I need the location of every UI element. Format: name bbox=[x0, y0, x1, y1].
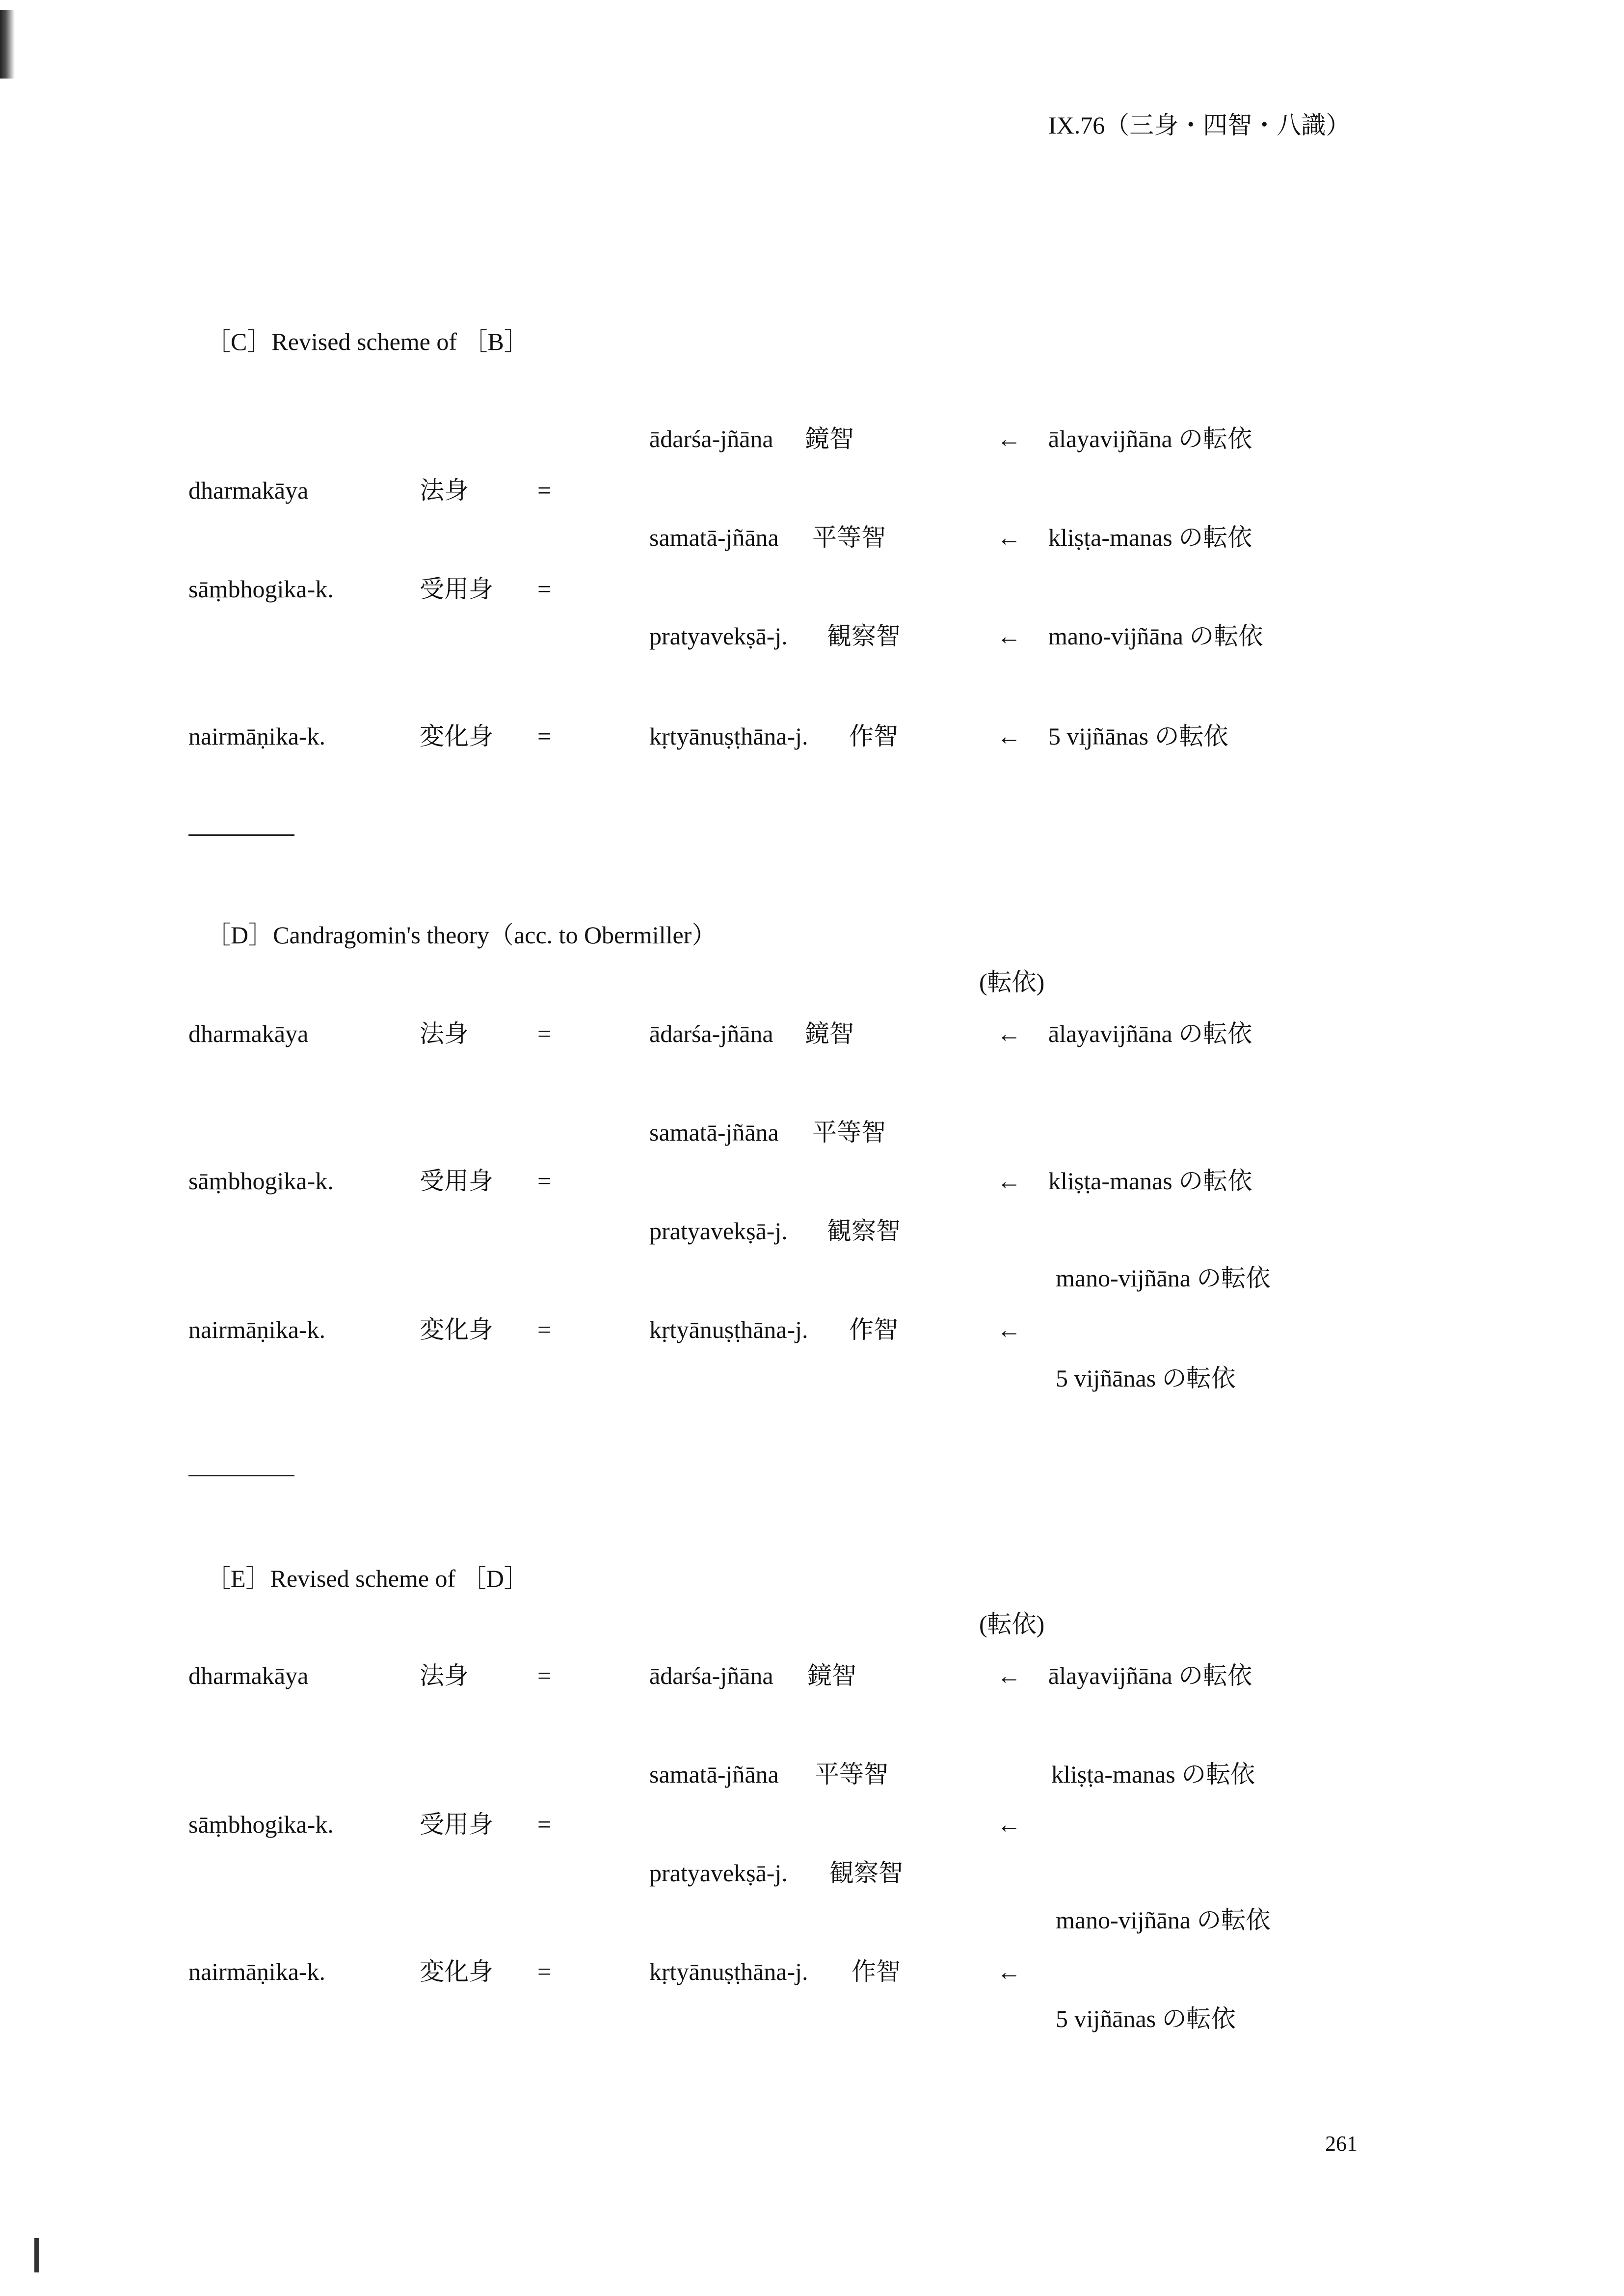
kaya-cn: 法身 bbox=[420, 477, 469, 504]
source: ālayavijñāna の転依 bbox=[1048, 1662, 1252, 1689]
jnana-cn: 平等智 bbox=[815, 1761, 888, 1788]
arrow: ← bbox=[997, 425, 1021, 453]
kaya: nairmāṇika-k. bbox=[188, 1316, 326, 1343]
jnana: pratyavekṣā-j. bbox=[649, 622, 788, 650]
kaya-cn: 変化身 bbox=[420, 1316, 493, 1343]
equals: = bbox=[537, 1020, 552, 1047]
equals: = bbox=[537, 1316, 552, 1343]
equals: = bbox=[537, 1662, 552, 1689]
kaya: dharmakāya bbox=[188, 1662, 309, 1689]
source: ālayavijñāna の転依 bbox=[1048, 425, 1252, 453]
equals: = bbox=[537, 1167, 552, 1195]
source: 5 vijñānas の転依 bbox=[1048, 722, 1228, 750]
running-header: IX.76（三身・四智・八識） bbox=[1048, 111, 1351, 139]
kaya: sāṃbhogika-k. bbox=[188, 575, 334, 603]
kaya-cn: 法身 bbox=[420, 1020, 469, 1047]
jnana: kṛtyānuṣṭhāna-j. bbox=[649, 1958, 808, 1985]
source: mano-vijñāna の転依 bbox=[1056, 1906, 1271, 1934]
source: kliṣṭa-manas の転依 bbox=[1048, 1167, 1252, 1195]
equals: = bbox=[537, 722, 552, 750]
source: kliṣṭa-manas の転依 bbox=[1051, 1761, 1255, 1788]
jnana: ādarśa-jñāna bbox=[649, 425, 773, 453]
source: 5 vijñānas の転依 bbox=[1056, 2005, 1236, 2032]
jnana-cn: 鏡智 bbox=[805, 425, 854, 453]
arrow: ← bbox=[997, 1316, 1021, 1343]
equals: = bbox=[537, 477, 552, 504]
divider bbox=[188, 1475, 294, 1476]
jnana-cn: 観察智 bbox=[827, 622, 901, 650]
equals: = bbox=[537, 1811, 552, 1838]
kaya-cn: 受用身 bbox=[420, 1167, 493, 1195]
paravrtti-label: (転依) bbox=[979, 1610, 1045, 1638]
equals: = bbox=[537, 575, 552, 603]
source: mano-vijñāna の転依 bbox=[1048, 622, 1263, 650]
jnana: kṛtyānuṣṭhāna-j. bbox=[649, 1316, 808, 1343]
jnana-cn: 作智 bbox=[852, 1958, 901, 1985]
jnana: pratyavekṣā-j. bbox=[649, 1217, 788, 1245]
kaya-cn: 受用身 bbox=[420, 575, 493, 603]
section-e-title: ［E］Revised scheme of ［D］ bbox=[206, 1565, 529, 1592]
arrow: ← bbox=[997, 1167, 1021, 1195]
kaya: sāṃbhogika-k. bbox=[188, 1811, 334, 1838]
source: mano-vijñāna の転依 bbox=[1056, 1264, 1271, 1292]
jnana: samatā-jñāna bbox=[649, 1761, 779, 1788]
paravrtti-label: (転依) bbox=[979, 968, 1045, 996]
kaya-cn: 変化身 bbox=[420, 722, 493, 750]
jnana: pratyavekṣā-j. bbox=[649, 1859, 788, 1887]
kaya: dharmakāya bbox=[188, 477, 309, 504]
section-c-title: ［C］Revised scheme of ［B］ bbox=[206, 328, 529, 355]
kaya: sāṃbhogika-k. bbox=[188, 1167, 334, 1195]
equals: = bbox=[537, 1958, 552, 1985]
arrow: ← bbox=[997, 722, 1021, 750]
kaya-cn: 変化身 bbox=[420, 1958, 493, 1985]
arrow: ← bbox=[997, 1662, 1021, 1689]
jnana-cn: 作智 bbox=[849, 722, 898, 750]
scan-artifact bbox=[34, 2238, 39, 2272]
arrow: ← bbox=[997, 1811, 1021, 1838]
jnana: ādarśa-jñāna bbox=[649, 1020, 773, 1047]
scan-artifact bbox=[0, 10, 15, 79]
page-number: 261 bbox=[1325, 2132, 1358, 2156]
section-d-title: ［D］Candragomin's theory（acc. to Obermiller） bbox=[206, 921, 717, 949]
kaya: nairmāṇika-k. bbox=[188, 722, 326, 750]
arrow: ← bbox=[997, 524, 1021, 551]
jnana: samatā-jñāna bbox=[649, 524, 779, 551]
source: kliṣṭa-manas の転依 bbox=[1048, 524, 1252, 551]
kaya: nairmāṇika-k. bbox=[188, 1958, 326, 1985]
jnana-cn: 観察智 bbox=[829, 1859, 903, 1887]
source: 5 vijñānas の転依 bbox=[1056, 1364, 1236, 1392]
jnana-cn: 鏡智 bbox=[807, 1662, 856, 1689]
arrow: ← bbox=[997, 1020, 1021, 1047]
jnana: samatā-jñāna bbox=[649, 1119, 779, 1146]
jnana-cn: 観察智 bbox=[827, 1217, 901, 1245]
jnana-cn: 作智 bbox=[849, 1316, 898, 1343]
kaya: dharmakāya bbox=[188, 1020, 309, 1047]
jnana-cn: 平等智 bbox=[812, 1119, 886, 1146]
jnana: kṛtyānuṣṭhāna-j. bbox=[649, 722, 808, 750]
arrow: ← bbox=[997, 622, 1021, 650]
kaya-cn: 受用身 bbox=[420, 1811, 493, 1838]
kaya-cn: 法身 bbox=[420, 1662, 469, 1689]
source: ālayavijñāna の転依 bbox=[1048, 1020, 1252, 1047]
jnana-cn: 鏡智 bbox=[805, 1020, 854, 1047]
arrow: ← bbox=[997, 1958, 1021, 1985]
jnana-cn: 平等智 bbox=[812, 524, 886, 551]
jnana: ādarśa-jñāna bbox=[649, 1662, 773, 1689]
divider bbox=[188, 834, 294, 836]
